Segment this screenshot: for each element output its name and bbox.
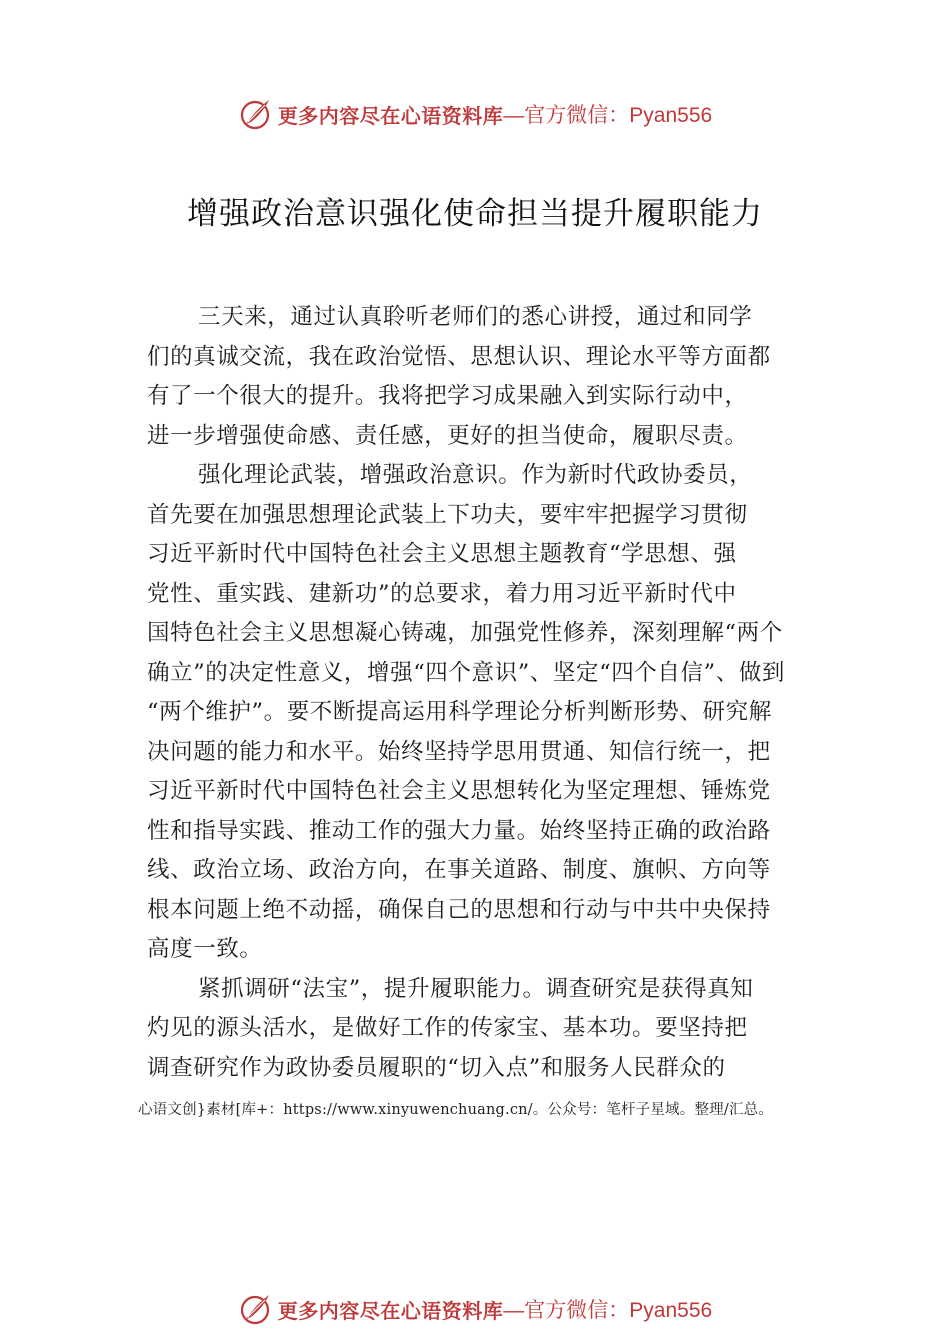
banner-wechat-text: —官方微信：Pyan556 bbox=[503, 1299, 713, 1322]
banner-brand-text: 更多内容尽在心语资料库 bbox=[277, 1298, 504, 1323]
text-line: 习近平新时代中国特色社会主义思想转化为坚定理想、锤炼党 bbox=[147, 778, 771, 804]
text-line: “两个维护”。要不断提高运用科学理论分析判断形势、研究解 bbox=[147, 699, 772, 725]
text-line: 灼见的源头活水，是做好工作的传家宝、基本功。要坚持把 bbox=[147, 1015, 748, 1041]
text-line: 有了一个很大的提升。我将把学习成果融入到实际行动中， bbox=[147, 383, 748, 409]
text-line: 紧抓调研“法宝”，提升履职能力。调查研究是获得真知 bbox=[198, 975, 754, 1002]
text-line: 们的真诚交流，我在政治觉悟、思想认识、理论水平等方面都 bbox=[147, 343, 771, 370]
document-body bbox=[147, 298, 837, 1088]
quill-logo-icon bbox=[238, 96, 274, 132]
document-title: 增强政治意识强化使命担当提升履职能力 bbox=[187, 196, 763, 232]
text-line: 强化理论武装，增强政治意识。作为新时代政协委员， bbox=[198, 462, 753, 488]
text-line: 性和指导实践、推动工作的强大力量。始终坚持正确的政治路 bbox=[147, 817, 771, 844]
text-line: 习近平新时代中国特色社会主义思想主题教育“学思想、强 bbox=[147, 541, 737, 567]
text-line: 调查研究作为政协委员履职的“切入点”和服务人民群众的 bbox=[147, 1054, 726, 1081]
footer-banner bbox=[0, 1287, 950, 1331]
text-line: 国特色社会主义思想凝心铸魂，加强党性修养，深刻理解“两个 bbox=[147, 620, 783, 646]
text-line: 决问题的能力和水平。始终坚持学思用贯通、知信行统一，把 bbox=[147, 738, 771, 765]
text-line: 确立”的决定性意义，增强“四个意识”、坚定“四个自信”、做到 bbox=[147, 659, 786, 686]
text-line: 党性、重实践、建新功”的总要求，着力用习近平新时代中 bbox=[147, 580, 737, 607]
text-line: 高度一致。 bbox=[147, 936, 263, 962]
text-line: 线、政治立场、政治方向，在事关道路、制度、旗帜、方向等 bbox=[147, 857, 771, 883]
header-banner bbox=[0, 92, 950, 136]
banner-brand-text: 更多内容尽在心语资料库 bbox=[277, 103, 504, 128]
text-line: 根本问题上绝不动摇，确保自己的思想和行动与中共中央保持 bbox=[147, 896, 771, 923]
text-line: 三天来，通过认真聆听老师们的悉心讲授，通过和同学 bbox=[198, 304, 753, 330]
text-line: 首先要在加强思想理论武装上下功夫，要牢牢把握学习贯彻 bbox=[147, 501, 748, 528]
quill-logo-icon bbox=[238, 1291, 274, 1327]
text-line: 进一步增强使命感、责任感，更好的担当使命，履职尽责。 bbox=[147, 422, 748, 449]
banner-wechat-text: —官方微信：Pyan556 bbox=[503, 104, 713, 127]
footer-note: 心语文创}素材[库+：https://www.xinyuwenchuang.cn/。公众号：笔杆子星域。整理/汇总。 bbox=[138, 1102, 774, 1118]
